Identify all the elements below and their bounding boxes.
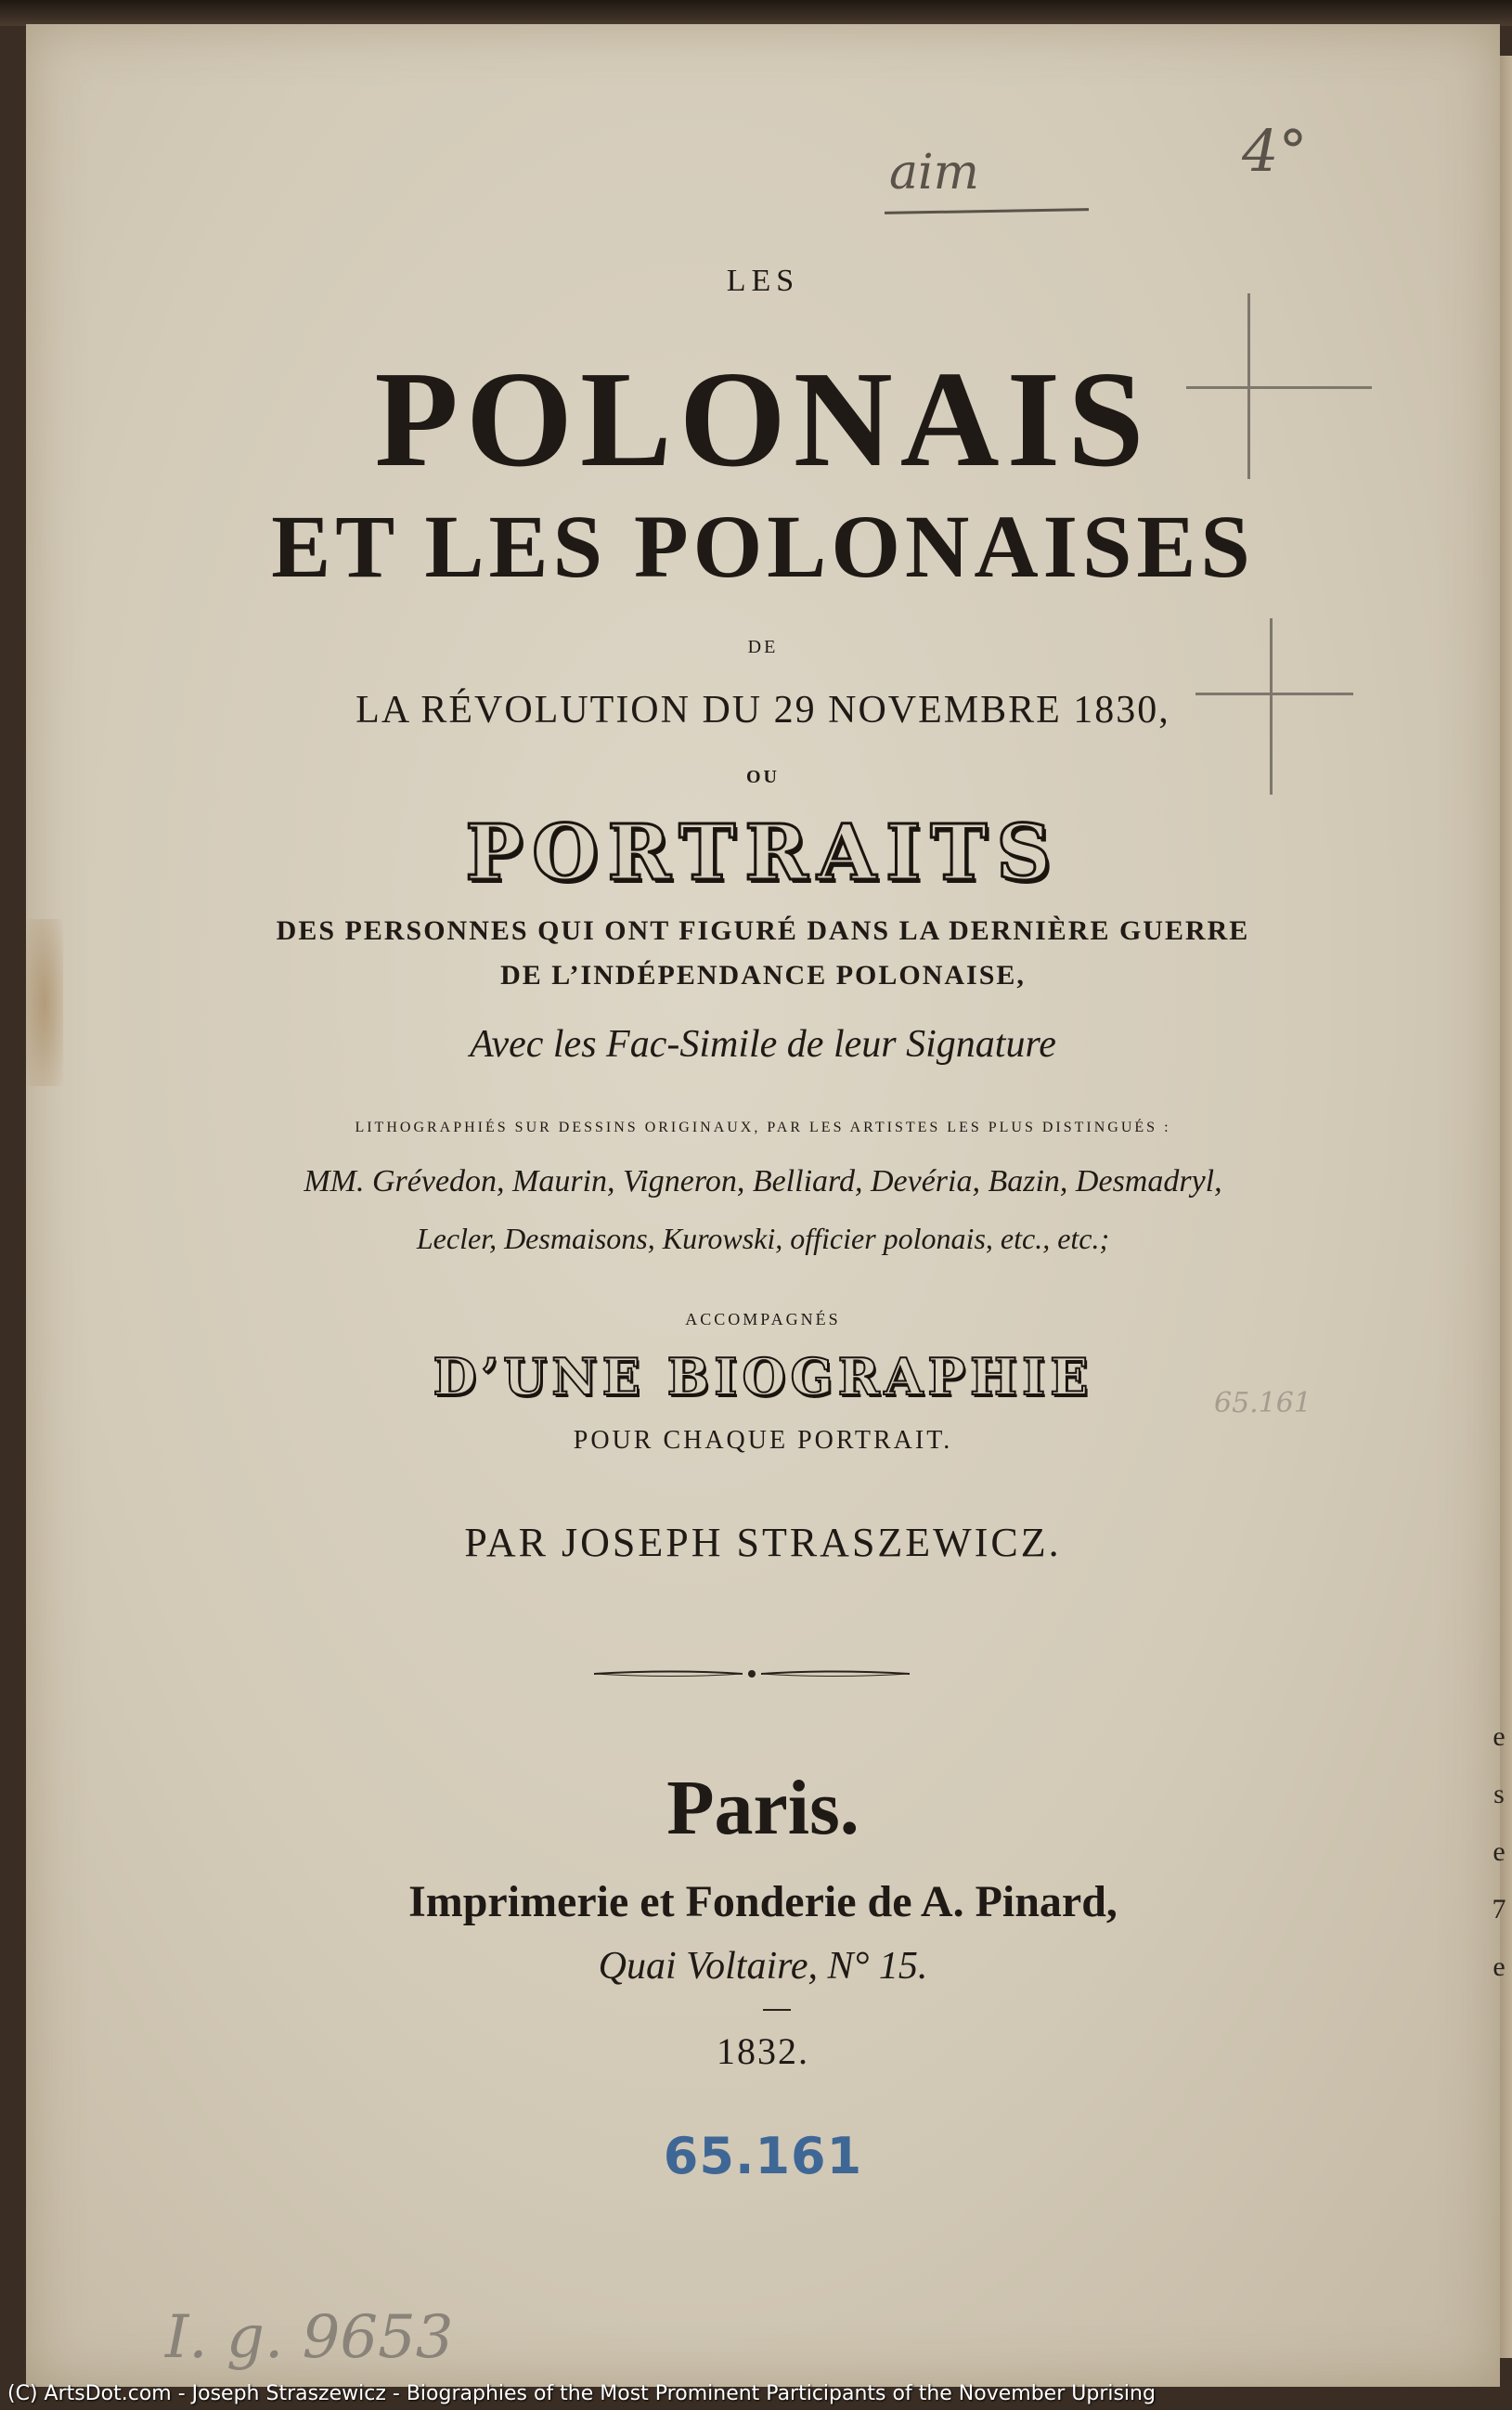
handwritten-underline — [885, 208, 1089, 214]
author-line: PAR JOSEPH STRASZEWICZ. — [464, 1520, 1062, 1565]
scan-top-edge — [0, 0, 1512, 26]
image-caption: (C) ArtsDot.com - Joseph Straszewicz - Biographies of the Most Prominent Participants of the November Uprising — [7, 2382, 1156, 2405]
edge-letter: 7 — [1492, 1894, 1506, 1924]
title-de: DE — [747, 637, 779, 657]
lithographies-line: LITHOGRAPHIÉS SUR DESSINS ORIGINAUX, PAR LES ARTISTES LES PLUS DISTINGUÉS : — [355, 1120, 1171, 1135]
accompagnes-line: ACCOMPAGNÉS — [685, 1310, 841, 1328]
subtitle-line-1: DES PERSONNES QUI ONT FIGURÉ DANS LA DERNIÈRE GUERRE — [276, 915, 1250, 946]
title-ou: OU — [746, 767, 780, 787]
call-number: I. g. 9653 — [165, 2303, 454, 2372]
subtitle-avec: Avec les Fac-Simile de leur Signature — [470, 1023, 1056, 1066]
title-polonais: POLONAIS — [374, 343, 1152, 496]
handwritten-side-number: 65.161 — [1214, 1387, 1312, 1419]
imprint-printer: Imprimerie et Fonderie de A. Pinard, — [408, 1877, 1118, 1926]
paper-stain — [26, 919, 63, 1086]
edge-letter: e — [1493, 1836, 1506, 1867]
title-les: LES — [726, 264, 800, 298]
imprint-city: Paris. — [666, 1765, 859, 1851]
artists-line-1: MM. Grévedon, Maurin, Vigneron, Belliard, Devéria, Bazin, Desmadryl, — [304, 1164, 1222, 1199]
pencil-cross-2-vertical — [1270, 618, 1273, 795]
title-revolution: LA RÉVOLUTION DU 29 NOVEMBRE 1830, — [355, 689, 1170, 732]
title-portraits: PORTRAITS — [465, 809, 1061, 898]
imprint-address: Quai Voltaire, N° 15. — [598, 1945, 928, 1988]
title-et-les-polonaises: ET LES POLONAISES — [271, 497, 1255, 596]
pencil-cross-1-horizontal — [1186, 386, 1372, 389]
edge-letter: e — [1493, 1951, 1506, 1982]
ornament-rule — [594, 1667, 910, 1680]
imprint-dash — [763, 2009, 791, 2011]
pencil-cross-2-horizontal — [1195, 693, 1353, 695]
handwritten-corner: 4° — [1242, 117, 1308, 185]
biographie-heading: D’UNE BIOGRAPHIE — [433, 1347, 1093, 1406]
subtitle-line-2: DE L’INDÉPENDANCE POLONAISE, — [500, 960, 1026, 991]
artists-line-2: Lecler, Desmaisons, Kurowski, officier polonais, etc., etc.; — [416, 1222, 1110, 1255]
imprint-year: 1832. — [717, 2030, 809, 2072]
adjacent-page-letters — [1488, 1708, 1510, 1996]
library-stamp: 65.161 — [663, 2127, 863, 2185]
title-page — [26, 24, 1500, 2387]
pour-chaque-portrait: POUR CHAQUE PORTRAIT. — [573, 1426, 953, 1455]
edge-letter: s — [1493, 1779, 1505, 1809]
edge-letter: e — [1493, 1721, 1506, 1752]
handwritten-top: aim — [889, 145, 979, 201]
